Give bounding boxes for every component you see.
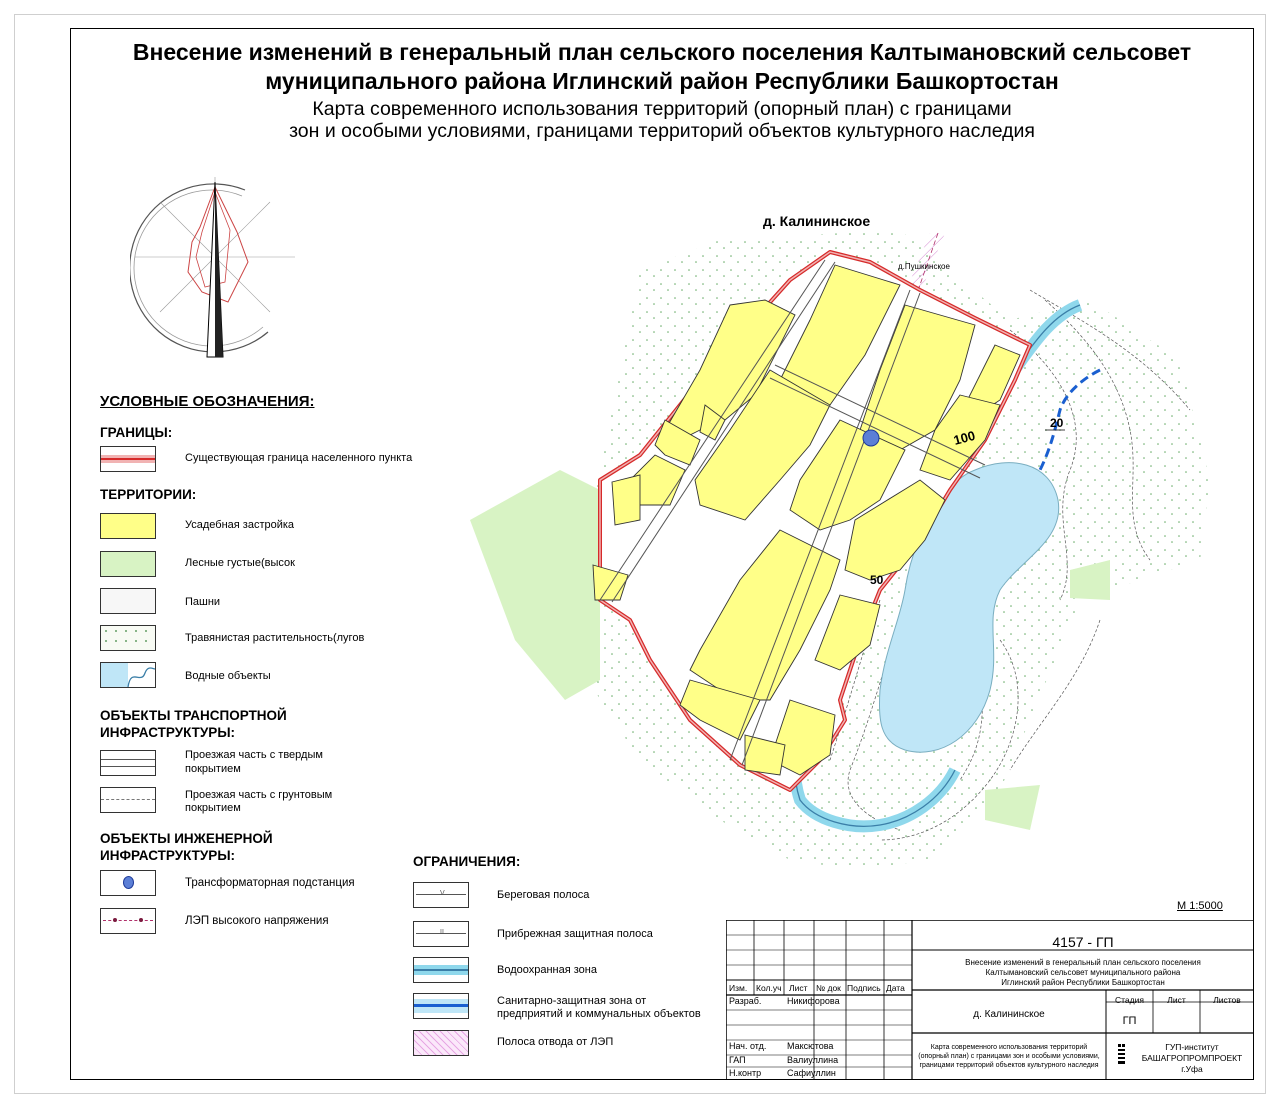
tb-col-doc: № док: [816, 983, 841, 993]
legend-label-arable: Пашни: [185, 596, 221, 608]
legend-label-power-line: ЛЭП высокого напряжения: [185, 915, 329, 927]
tb-code: 4157 - ГП: [1052, 934, 1114, 950]
legend-label-power-row: Полоса отвода от ЛЭП: [497, 1036, 614, 1048]
title-line-1: Внесение изменений в генеральный план сельского поселения Калтымановский сельсовет: [132, 39, 1192, 65]
legend-label-water-protection: Водоохранная зона: [497, 964, 597, 976]
tb-name-dept-head: Максютова: [787, 1041, 834, 1051]
map-scale: М 1:5000: [1177, 900, 1223, 912]
tb-col-sign: Подпись: [847, 983, 881, 993]
tb-sheet-title-2: (опорный план) с границами зон и особыми условиями,: [918, 1053, 1100, 1060]
village-map: [420, 205, 1240, 870]
legend-section-engineering-1: ОБЪЕКТЫ ИНЖЕНЕРНОЙ: [100, 831, 273, 846]
legend-title: УСЛОВНЫЕ ОБОЗНАЧЕНИЯ:: [100, 393, 315, 410]
zone-label-20: 20: [1050, 416, 1064, 430]
legend-label-road-hard-1: Проезжая часть с твердым: [185, 749, 323, 761]
tb-role-dept-head: Нач. отд.: [729, 1041, 767, 1051]
tb-col-date: Дата: [886, 983, 905, 993]
legend-symbol-meadow: [100, 625, 156, 651]
tb-sheets-header: Листов: [1213, 995, 1241, 1005]
legend-section-borders: ГРАНИЦЫ:: [100, 425, 173, 440]
tb-role-control: Н.контр: [729, 1068, 762, 1078]
tb-org-1: ГУП-институт: [1165, 1042, 1219, 1052]
legend-label-substation: Трансформаторная подстанция: [185, 877, 355, 889]
legend-symbol-road-hard: [100, 750, 156, 776]
legend-symbol-substation: [100, 870, 156, 896]
compass-rose-icon: [130, 172, 300, 362]
tb-stage-header: Стадия: [1115, 995, 1144, 1005]
title-line-2: муниципального района Иглинский район Республики Башкортостан: [265, 68, 1059, 94]
tb-name-control: Сафиуллин: [787, 1068, 836, 1078]
village-label: д. Калининское: [763, 213, 871, 229]
subtitle-line-2: зон и особыми условиями, границами территорий объектов культурного наследия: [289, 120, 1035, 142]
legend-symbol-shore-strip: V: [413, 882, 469, 908]
tb-org-3: г.Уфа: [1181, 1064, 1203, 1074]
legend-section-territories: ТЕРРИТОРИИ:: [100, 487, 197, 502]
legend-label-meadow: Травянистая растительность(лугов: [185, 632, 365, 644]
tb-name-gap: Валиуллина: [787, 1055, 839, 1065]
tb-desc-2: Калтымановский сельсовет муниципального района: [985, 968, 1181, 977]
legend-symbol-residential: [100, 513, 156, 539]
tb-object: д. Калининское: [973, 1009, 1045, 1020]
tb-desc-1: Внесение изменений в генеральный план сельского поселения: [965, 958, 1201, 967]
legend-label-road-dirt-2: покрытием: [185, 802, 241, 814]
substation-icon: [863, 430, 879, 446]
legend-symbol-road-dirt: [100, 787, 156, 813]
tb-col-izm: Изм.: [729, 983, 748, 993]
legend-label-shore-strip: Береговая полоса: [497, 889, 590, 901]
legend-label-coastal-strip: Прибрежная защитная полоса: [497, 928, 653, 940]
forest-patch: [470, 470, 600, 700]
tb-sheet-title-1: Карта современного использования территорий: [930, 1044, 1088, 1051]
legend-section-engineering-2: ИНФРАСТРУКТУРЫ:: [100, 848, 236, 863]
legend-label-road-hard-2: покрытием: [185, 763, 241, 775]
legend-section-restrictions: ОГРАНИЧЕНИЯ:: [413, 854, 521, 869]
tb-name-developer: Никифорова: [787, 996, 840, 1006]
road-destination-label: д.Пушкинское: [898, 262, 950, 271]
tb-sheet-title-3: границами территорий объектов культурного наследия: [919, 1062, 1099, 1069]
subtitle-line-1: Карта современного использования территорий (опорный план) с границами: [312, 98, 1012, 120]
legend-label-road-dirt-1: Проезжая часть с грунтовым: [185, 789, 333, 801]
tb-stage: ГП: [1122, 1015, 1137, 1027]
legend-section-transport-2: ИНФРАСТРУКТУРЫ:: [100, 725, 236, 740]
legend-symbol-power-line: [100, 908, 156, 934]
zone-label-50: 50: [870, 573, 884, 587]
tb-sheet-header: Лист: [1167, 995, 1186, 1005]
legend-symbol-sanitary: [413, 993, 469, 1019]
tb-col-list: Лист: [789, 983, 808, 993]
legend-label-sanitary-2: предприятий и коммунальных объектов: [497, 1008, 701, 1020]
legend-symbol-forest: [100, 551, 156, 577]
tb-org-2: БАШАГРОПРОМПРОЕКТ: [1141, 1053, 1243, 1063]
legend-symbol-power-row: [413, 1030, 469, 1056]
legend-section-transport-1: ОБЪЕКТЫ ТРАНСПОРТНОЙ: [100, 708, 287, 723]
legend-label-residential: Усадебная застройка: [185, 519, 295, 531]
legend-label-border: Существующая граница населенного пункта: [185, 452, 413, 464]
legend-label-forest: Лесные густые(высок: [185, 557, 295, 569]
legend-symbol-water: [100, 662, 156, 688]
tb-desc-3: Иглинский район Республики Башкортостан: [1001, 978, 1165, 987]
legend-symbol-border: [100, 446, 156, 472]
legend-symbol-coastal-strip: II: [413, 921, 469, 947]
legend-label-water: Водные объекты: [185, 670, 271, 682]
legend-label-sanitary-1: Санитарно-защитная зона от: [497, 995, 647, 1007]
tb-role-developer: Разраб.: [729, 996, 762, 1006]
legend-symbol-arable: [100, 588, 156, 614]
tb-role-gap: ГАП: [729, 1055, 746, 1065]
zone-label-100: 100: [951, 427, 977, 448]
legend-symbol-water-protection: [413, 957, 469, 983]
tb-col-kol: Кол.уч: [756, 983, 782, 993]
